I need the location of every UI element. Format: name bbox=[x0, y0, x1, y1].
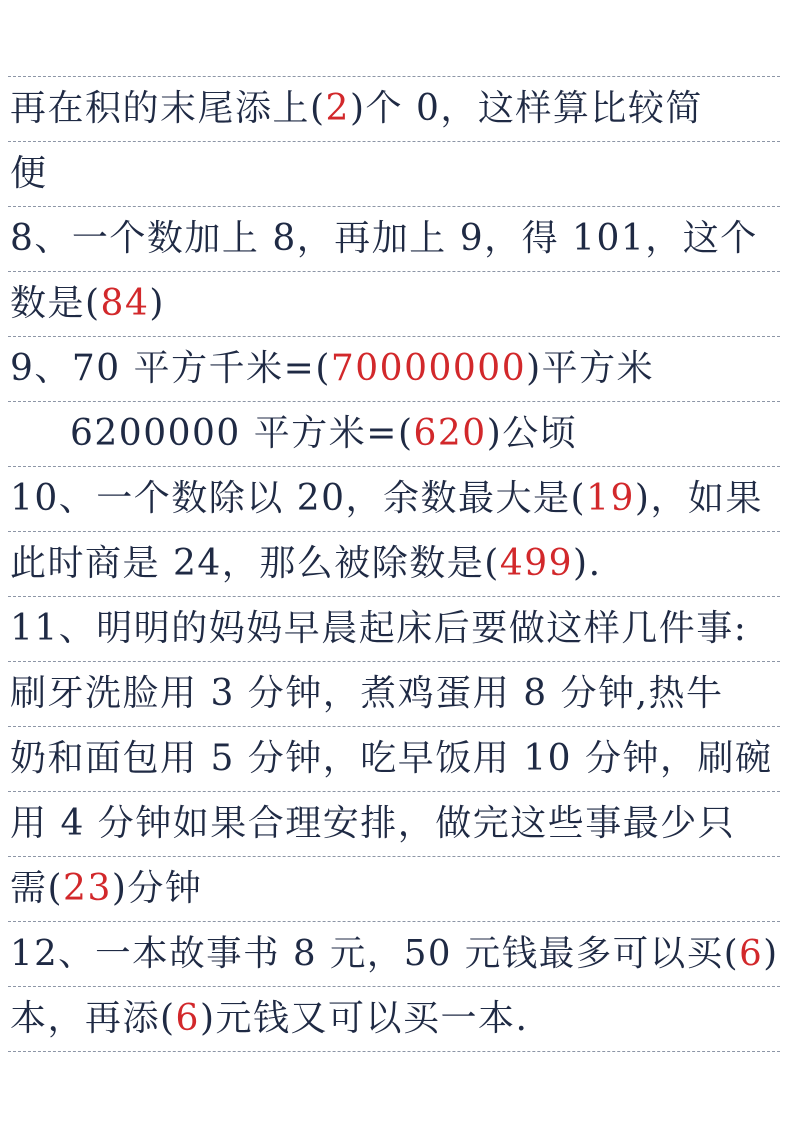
text-line bbox=[10, 727, 773, 791]
question-text: 需( bbox=[10, 868, 64, 909]
question-text: 数是( bbox=[10, 283, 101, 324]
question-text: 11、明明的妈妈早晨起床后要做这样几件事: bbox=[10, 608, 748, 649]
question-text: 刷牙洗脸用 3 分钟，煮鸡蛋用 8 分钟,热牛 bbox=[10, 673, 724, 714]
question-text: )平方米 bbox=[526, 348, 655, 389]
question-text: 9、70 平方千米=( bbox=[10, 348, 331, 389]
question-text: 再在积的末尾添上( bbox=[10, 88, 326, 129]
answer-text: 23 bbox=[63, 868, 112, 909]
question-text: 便 bbox=[10, 153, 48, 194]
question-text: 8、一个数加上 8，再加上 9，得 101，这个 bbox=[10, 218, 758, 259]
text-line bbox=[10, 532, 602, 596]
question-text: 10、一个数除以 20，余数最大是( bbox=[10, 478, 587, 519]
question-text: 奶和面包用 5 分钟，吃早饭用 10 分钟，刷碗 bbox=[10, 738, 773, 779]
question-text: ) bbox=[149, 283, 165, 324]
text-line bbox=[10, 792, 735, 856]
text-line bbox=[10, 662, 724, 726]
text-line bbox=[10, 77, 703, 141]
question-text: 6200000 平方米=( bbox=[70, 413, 414, 454]
question-text: 本，再添( bbox=[10, 998, 176, 1039]
answer-text: 84 bbox=[100, 283, 150, 324]
answer-text: 499 bbox=[499, 543, 574, 584]
answer-text: 19 bbox=[586, 478, 635, 519]
question-text: )分钟 bbox=[111, 868, 203, 909]
dashed-rule bbox=[8, 141, 780, 142]
question-text: ) bbox=[763, 933, 779, 974]
question-text: )，如果 bbox=[634, 478, 763, 519]
text-line bbox=[10, 857, 202, 921]
question-text: ). bbox=[573, 543, 602, 584]
question-11-line bbox=[10, 597, 747, 661]
text-line bbox=[10, 987, 528, 1051]
answer-text: 2 bbox=[325, 88, 350, 129]
text-line bbox=[10, 272, 165, 336]
text-line bbox=[10, 142, 48, 206]
question-text: 12、一本故事书 8 元，50 元钱最多可以买( bbox=[10, 933, 740, 974]
dashed-rule bbox=[8, 1051, 780, 1052]
answer-text: 70000000 bbox=[330, 348, 527, 389]
question-text: )个 0，这样算比较简 bbox=[349, 88, 703, 129]
question-10-line bbox=[10, 467, 763, 531]
question-text: 此时商是 24，那么被除数是( bbox=[10, 543, 500, 584]
text-line bbox=[70, 402, 577, 466]
question-8-line bbox=[10, 207, 758, 271]
question-9-line bbox=[10, 337, 654, 401]
answer-text: 6 bbox=[739, 933, 764, 974]
answer-text: 620 bbox=[413, 413, 487, 454]
question-text: )元钱又可以买一本. bbox=[199, 998, 529, 1039]
question-text: 用 4 分钟如果合理安排，做完这些事最少只 bbox=[10, 803, 736, 844]
answer-text: 6 bbox=[175, 998, 200, 1039]
question-text: )公顷 bbox=[486, 413, 578, 454]
question-12-line bbox=[10, 922, 779, 986]
